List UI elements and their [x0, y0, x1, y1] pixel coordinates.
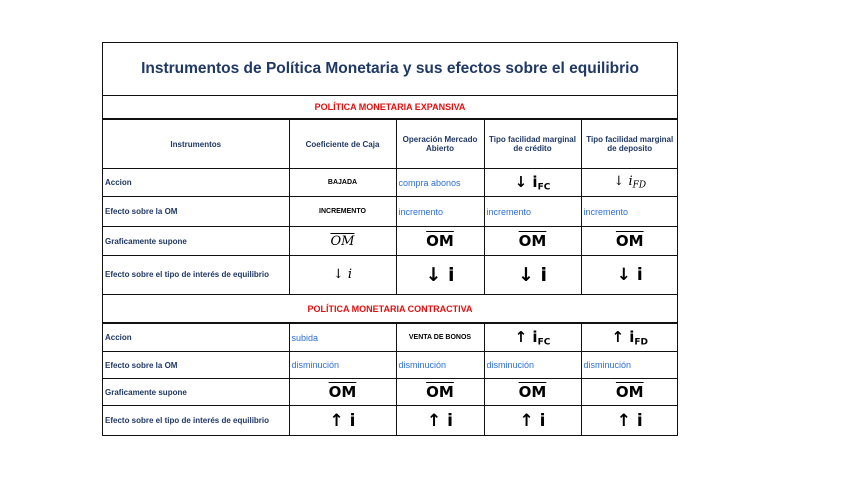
table-cell: $\overline{OM}$ — [330, 233, 355, 249]
table-cell: incremento — [581, 197, 678, 227]
table-cell: VENTA DE BONOS — [396, 324, 484, 352]
table-cell: disminución — [484, 352, 581, 379]
table-cell: ↓ i — [613, 174, 633, 190]
table-cell: INCREMENTO — [289, 197, 396, 227]
table-cell: ↑ i — [514, 327, 538, 346]
table-cell: compra abonos — [396, 169, 484, 197]
table-cell: incremento — [484, 197, 581, 227]
row-label: Efecto sobre la OM — [103, 197, 289, 227]
table-cell: $\overline{OM}$ — [426, 383, 454, 401]
table-cell: $\overline{OM}$ — [615, 383, 644, 401]
table-cell: ↓ i — [332, 267, 353, 283]
table-cell: ↑ i — [329, 410, 356, 431]
section-expansiva-label: POLÍTICA MONETARIA EXPANSIVA — [103, 96, 677, 119]
table-cell: disminución — [289, 352, 396, 379]
policy-table-frame — [102, 42, 678, 436]
table-row — [103, 324, 678, 352]
table-cell: ↑ i — [611, 327, 635, 346]
contractiva-table — [103, 323, 678, 436]
table-cell-sub: FD — [632, 180, 647, 191]
header-operacion: Operación Mercado Abierto — [396, 120, 484, 169]
table-cell: $\overline{OM}$ — [518, 383, 547, 401]
table-cell-sub: FC — [537, 337, 551, 348]
table-row — [103, 379, 678, 406]
table-row — [103, 256, 678, 294]
row-label: Accion — [103, 169, 289, 197]
row-label: Graficamente supone — [103, 379, 289, 406]
table-cell-sub: FC — [537, 182, 551, 193]
table-cell: incremento — [396, 197, 484, 227]
table-cell: ↓ i — [616, 264, 643, 285]
table-cell-sub: FD — [634, 337, 649, 348]
table-row — [103, 197, 678, 227]
table-row — [103, 169, 678, 197]
table-cell: ↓ i — [517, 263, 548, 286]
row-label: Efecto sobre el tipo de interés de equilibrio — [103, 406, 289, 436]
table-cell: ↓ i — [425, 263, 455, 286]
header-instrumentos: Instrumentos — [103, 120, 289, 169]
section-contractiva-label: POLÍTICA MONETARIA CONTRACTIVA — [103, 294, 677, 323]
row-label: Efecto sobre el tipo de interés de equilibrio — [103, 256, 289, 294]
expansiva-table — [103, 119, 678, 294]
table-cell: disminución — [396, 352, 484, 379]
table-cell: ↑ i — [616, 410, 643, 431]
table-cell: ↑ i — [427, 410, 453, 431]
row-label: Efecto sobre la OM — [103, 352, 289, 379]
row-label: Graficamente supone — [103, 227, 289, 256]
table-row — [103, 227, 678, 256]
page-title: Instrumentos de Política Monetaria y sus efectos sobre el equilibrio — [103, 43, 677, 96]
table-cell: $\overline{OM}$ — [426, 232, 454, 250]
header-row — [103, 120, 678, 169]
table-cell: subida — [289, 324, 396, 352]
table-cell: BAJADA — [289, 169, 396, 197]
header-coeficiente: Coeficiente de Caja — [289, 120, 396, 169]
table-cell: $\overline{OM}$ — [615, 232, 644, 250]
table-cell: $\overline{OM}$ — [518, 232, 547, 250]
row-label: Accion — [103, 324, 289, 352]
table-cell: disminución — [581, 352, 678, 379]
table-row — [103, 406, 678, 436]
table-row — [103, 352, 678, 379]
table-cell: ↑ i — [519, 410, 546, 431]
header-facilidad-deposito: Tipo facilidad marginal de deposito — [581, 120, 678, 169]
table-cell: ↓ i — [514, 172, 538, 191]
header-facilidad-credito: Tipo facilidad marginal de crédito — [484, 120, 581, 169]
table-cell: $\overline{OM}$ — [328, 383, 357, 401]
